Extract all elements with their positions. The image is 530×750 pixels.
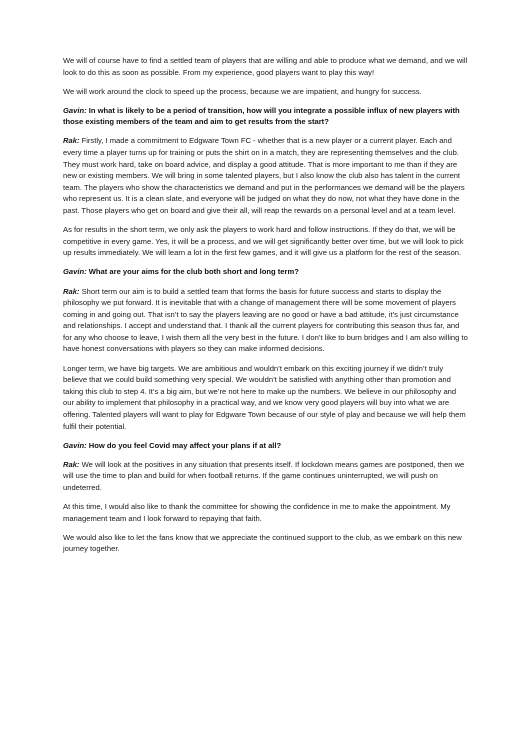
speaker-label: Gavin: xyxy=(63,440,87,450)
answer-text: Short term our aim is to build a settled team that forms the basis for future success and starts to display the philosophy we put forward. It is inevitable that with a change of management there will be some movement of players coming in and going out. That isn’t to say the players leaving are no good or have a bad attitude, it’s just circumstance and relationships. I accept and understand that. I thank all the current players for contributing this season thus far, and for any who choose to leave, I wish them all the very best in the future. I don’t like to burn bridges and I am also willing to have honest conversations with players so they can make informed decisions. xyxy=(63,286,468,354)
speaker-label: Rak: xyxy=(63,286,80,296)
interview-answer xyxy=(63,286,468,356)
interview-question xyxy=(63,440,468,452)
paragraph: As for results in the short term, we only ask the players to work hard and follow instructions. If they do that, we will be competitive in every game. Yes, it will be a process, and we will get significantly better over time, but we will look to pick up results immediately. We will learn a lot in the first few games, and it will give us a platform for the rest of the season. xyxy=(63,225,464,258)
answer-text: Firstly, I made a commitment to Edgware Town FC - whether that is a new player or a current player. Each and every time a player turns up for training or puts the shirt on in a match, they are representing themselves and the club. They must work hard, take on board advice, and display a good attitude. That is more important to me than if they are new or existing members. We will bring in some talented players, but I also know the club also has talent in the current team. The players who show the characteristics we demand and put in the performances we demand will be the players who represent us. It is a clean slate, and everyone will be judged on what they do now, not what they have done in the past. Those players who get on board and give their all, will reap the rewards on a personal level and at a team level. xyxy=(63,136,465,216)
speaker-label: Gavin: xyxy=(63,267,87,277)
paragraph: We will work around the clock to speed up the process, because we are impatient, and hungry for success. xyxy=(63,86,422,96)
interview-question xyxy=(63,266,468,278)
speaker-label: Rak: xyxy=(63,459,80,469)
paragraph: We will of course have to find a settled team of players that are willing and able to produce what we demand, and we will look to do this as soon as possible. From my experience, good players want to play this way! xyxy=(63,56,468,77)
speaker-label: Rak: xyxy=(63,136,80,146)
question-text: What are your aims for the club both short and long term? xyxy=(86,267,299,277)
interview-answer xyxy=(63,135,468,216)
interview-answer xyxy=(63,459,468,494)
paragraph: We would also like to let the fans know that we appreciate the continued support to the club, as we embark on this new journey together. xyxy=(63,532,462,554)
question-text: How do you feel Covid may affect your plans if at all? xyxy=(86,440,282,450)
question-text: In what is likely to be a period of transition, how will you integrate a possible influx of new players with those existing members of the team and aim to get results from the start? xyxy=(63,105,460,127)
interview-question xyxy=(63,105,468,128)
paragraph: Longer term, we have big targets. We are ambitious and wouldn’t embark on this exciting journey if we didn’t truly believe that we could build something very special. We wouldn’t be satisfied with anything other than promotion and taking this club to step 4. It’s a big aim, but we’re not here to make up the numbers. We believe in our philosophy and our ability to implement that philosophy in a practical way, and we know very good players will buy into what we are offering. Talented players will want to play for Edgware Town because of our style of play and because we will help them fulfil their potential. xyxy=(63,363,466,431)
paragraph: At this time, I would also like to thank the committee for showing the confidence in me to make the appointment. My management team and I look forward to repaying that faith. xyxy=(63,502,451,523)
answer-text: We will look at the positives in any situation that presents itself. If lockdown means games are postponed, then we will use the time to plan and build for when football returns. If the game continues uninterrupted, we will push on undeterred. xyxy=(63,459,465,492)
speaker-label: Gavin: xyxy=(63,105,87,115)
